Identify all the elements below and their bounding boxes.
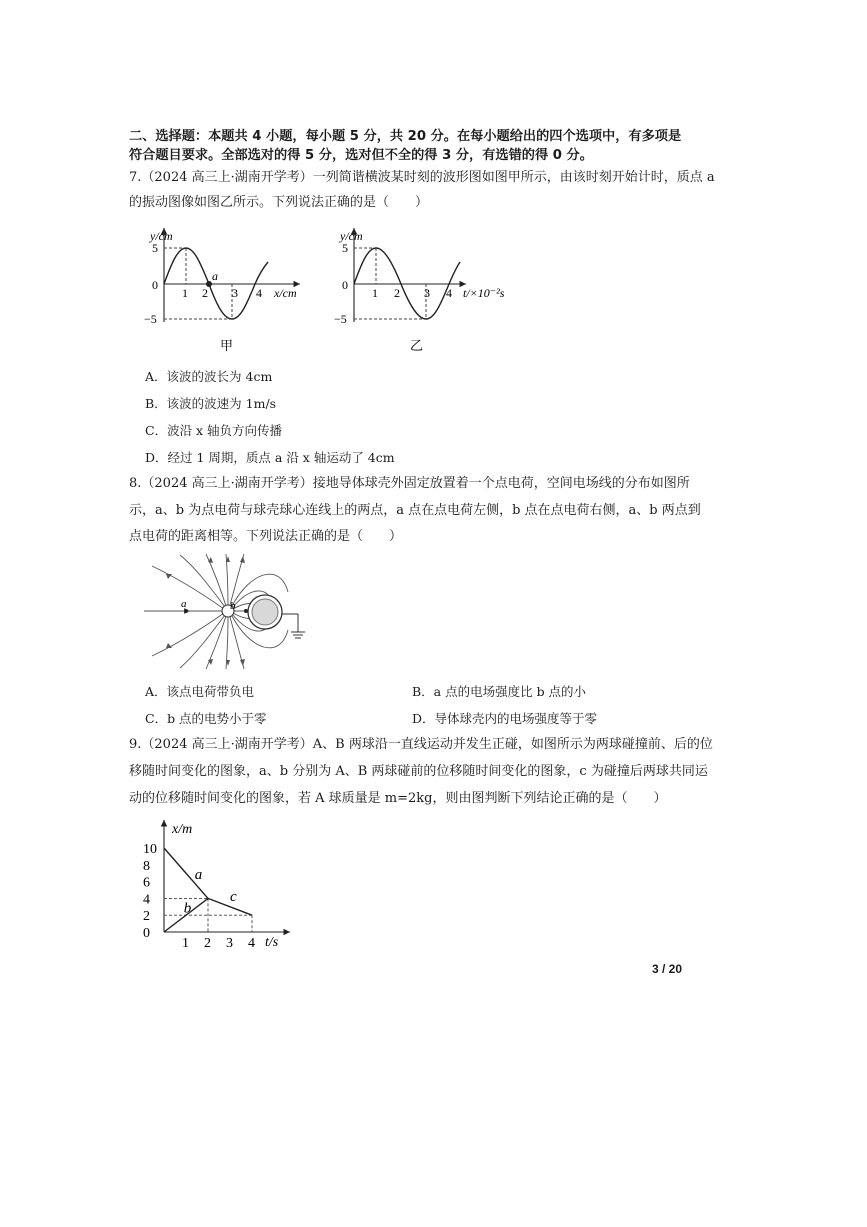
q9-y-tick: 8 bbox=[143, 858, 150, 874]
q9-y-tick: 2 bbox=[143, 909, 150, 925]
jia-tick-1: 1 bbox=[182, 286, 188, 300]
q7-text-line2: 的振动图像如图乙所示。下列说法正确的是（ ） bbox=[129, 195, 429, 210]
q8-text-line2: 示，a、b 为点电荷与球壳球心连线上的两点，a 点在点电荷左侧，b 点在点电荷右侧，a、b 两点到 bbox=[129, 503, 701, 518]
q9-text-line2: 移随时间变化的图象，a、b 分别为 A、B 两球碰前的位移随时间变化的图象，c 为碰撞后两球共同运 bbox=[129, 764, 708, 779]
jia-tick-4: 4 bbox=[256, 286, 262, 300]
q7-option-c[interactable]: C．波沿 x 轴负方向传播 bbox=[145, 423, 283, 438]
q9-y-tick: 4 bbox=[143, 892, 150, 908]
q8-field-figure bbox=[140, 552, 315, 672]
ground-icon bbox=[291, 632, 305, 638]
yi-tick-m5: −5 bbox=[334, 312, 347, 326]
yi-tick-3: 3 bbox=[424, 286, 430, 300]
q9-line-label-b: b bbox=[183, 900, 192, 917]
q9-line-label-a: a bbox=[194, 867, 203, 884]
section-header-line1: 二、选择题：本题共 4 小题，每小题 5 分，共 20 分。在每小题给出的四个选项中，有多项是 bbox=[129, 129, 682, 144]
q8-option-d[interactable]: D．导体球壳内的电场强度等于零 bbox=[412, 711, 598, 726]
yi-tick-1: 1 bbox=[372, 286, 378, 300]
yi-x-label: t/×10⁻²s bbox=[463, 286, 505, 300]
q9-y-label: x/m bbox=[172, 822, 193, 837]
q9-line-label-c: c bbox=[230, 888, 237, 905]
q9-y-tick: 0 bbox=[143, 926, 150, 941]
field-label-b: b bbox=[230, 600, 236, 612]
q7-option-d[interactable]: D．经过 1 周期，质点 a 沿 x 轴运动了 4cm bbox=[145, 450, 395, 465]
yi-tick-2: 2 bbox=[394, 286, 400, 300]
q9-text-line3: 动的位移随时间变化的图象，若 A 球质量是 m=2kg，则由图判断下列结论正确的是（ ） bbox=[129, 791, 667, 806]
q9-x-tick: 2 bbox=[204, 936, 211, 951]
yi-tick-4: 4 bbox=[446, 286, 452, 300]
q7-figure-jia bbox=[140, 222, 315, 357]
field-label-a: a bbox=[181, 598, 187, 610]
jia-y-label: y/cm bbox=[150, 229, 173, 243]
jia-origin: 0 bbox=[152, 278, 158, 292]
q9-x-tick: 4 bbox=[248, 936, 255, 951]
q8-option-a[interactable]: A．该点电荷带负电 bbox=[145, 684, 255, 699]
jia-tick-m5: −5 bbox=[144, 312, 157, 326]
section-header-line2: 符合题目要求。全部选对的得 5 分，选对但不全的得 3 分，有选错的得 0 分。 bbox=[129, 148, 593, 163]
q7-option-b[interactable]: B．该波的波速为 1m/s bbox=[145, 396, 277, 411]
yi-origin: 0 bbox=[342, 278, 348, 292]
q7-figure-yi bbox=[330, 222, 520, 357]
q9-x-tick: 3 bbox=[226, 936, 233, 951]
q9-x-tick: 1 bbox=[182, 936, 189, 951]
q9-x-label: t/s bbox=[265, 935, 279, 950]
jia-tick-3: 3 bbox=[232, 286, 238, 300]
q9-y-tick: 10 bbox=[143, 842, 157, 857]
jia-tick-2: 2 bbox=[202, 286, 208, 300]
q9-xt-chart bbox=[140, 814, 300, 954]
q8-option-b[interactable]: B．a 点的电场强度比 b 点的小 bbox=[412, 684, 587, 699]
jia-point-label: a bbox=[212, 269, 218, 283]
jia-caption: 甲 bbox=[220, 338, 234, 353]
q8-text-line1: 8.（2024 高三上·湖南开学考）接地导体球壳外固定放置着一个点电荷，空间电场线的分布如图所 bbox=[129, 476, 690, 491]
q8-text-line3: 点电荷的距离相等。下列说法正确的是（ ） bbox=[129, 529, 403, 544]
yi-tick-5: 5 bbox=[342, 241, 348, 255]
page-number: 3 / 20 bbox=[652, 962, 683, 976]
q7-option-a[interactable]: A．该波的波长为 4cm bbox=[145, 369, 273, 384]
q9-text-line1: 9.（2024 高三上·湖南开学考）A、B 两球沿一直线运动并发生正碰，如图所示为两球碰撞前、后的位 bbox=[129, 737, 713, 752]
q8-option-c[interactable]: C．b 点的电势小于零 bbox=[145, 711, 267, 726]
q9-y-tick: 6 bbox=[143, 875, 150, 891]
jia-x-label: x/cm bbox=[274, 286, 297, 300]
yi-y-label: y/cm bbox=[340, 229, 363, 243]
yi-caption: 乙 bbox=[410, 338, 424, 353]
jia-tick-5: 5 bbox=[152, 241, 158, 255]
q7-text-line1: 7.（2024 高三上·湖南开学考）一列简谐横波某时刻的波形图如图甲所示，由该时刻开始计时，质点 a bbox=[129, 170, 715, 185]
